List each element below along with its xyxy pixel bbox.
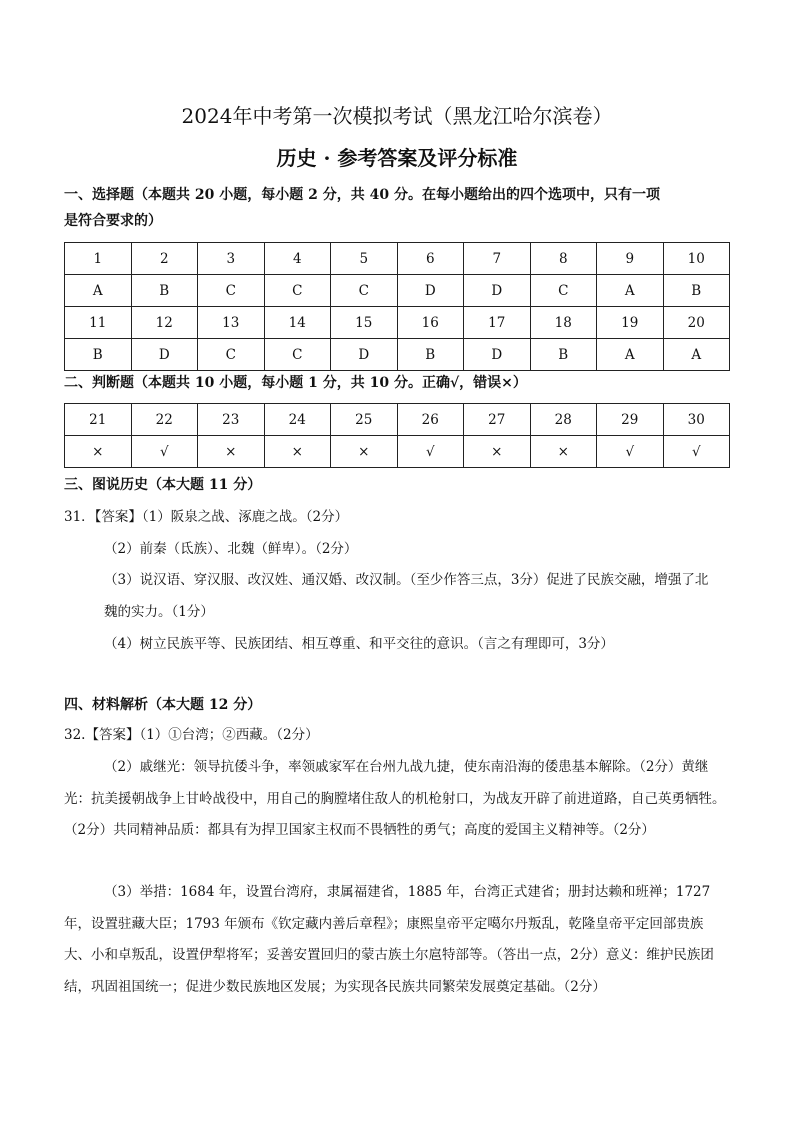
choice-table-cell: 7: [464, 243, 531, 275]
judge-table-cell: ×: [530, 436, 597, 468]
choice-table-cell: D: [131, 339, 198, 371]
choice-table-cell: C: [198, 339, 265, 371]
choice-table-cell: 18: [530, 307, 597, 339]
choice-table-cell: 16: [397, 307, 464, 339]
choice-table-cell: 19: [597, 307, 664, 339]
choice-table-cell: 3: [198, 243, 265, 275]
section1-heading-cont: 是符合要求的）: [64, 213, 162, 229]
judge-table-cell: 25: [331, 404, 398, 436]
choice-table-cell: B: [663, 275, 730, 307]
judge-table-cell: √: [131, 436, 198, 468]
choice-table-cell: C: [530, 275, 597, 307]
choice-table-cell: A: [65, 275, 132, 307]
judge-answer-table: [64, 403, 730, 468]
choice-table-cell: D: [397, 275, 464, 307]
section3-heading: 三、图说历史（本大题 11 分）: [64, 477, 262, 493]
choice-table-row: [65, 275, 730, 307]
choice-table-cell: 13: [198, 307, 265, 339]
choice-table-cell: 9: [597, 243, 664, 275]
judge-table-cell: 27: [464, 404, 531, 436]
choice-table-cell: 1: [65, 243, 132, 275]
judge-table-cell: 29: [597, 404, 664, 436]
choice-table-cell: B: [131, 275, 198, 307]
judge-table-cell: ×: [331, 436, 398, 468]
choice-table-row: [65, 243, 730, 275]
q31-answer-4: （4）树立民族平等、民族团结、相互尊重、和平交往的意识。（言之有理即可，3分）: [104, 636, 614, 652]
q32-answer-2: （2）戚继光：领导抗倭斗争，率领戚家军在台州九战九捷，使东南沿海的倭患基本解除。（2分）黄继光：抗美援朝战争上甘岭战役中，用自己的胸膛堵住敌人的机枪射口，为战友开辟了前进道路，自己英勇牺牲。（2分）共同精神品质：都具有为捍卫国家主权而不畏牺牲的勇气；高度的爱国主义精神等。（2分）: [64, 759, 726, 838]
choice-table-cell: 8: [530, 243, 597, 275]
choice-table-cell: C: [331, 275, 398, 307]
exam-title: 2024年中考第一次模拟考试（黑龙江哈尔滨卷）: [181, 104, 613, 128]
judge-table-cell: √: [597, 436, 664, 468]
section2-heading: 二、判断题（本题共 10 小题，每小题 1 分，共 10 分。正确√，错误×）: [64, 375, 527, 391]
q31-answer-1: 31．【答案】（1）阪泉之战、涿鹿之战。（2分）: [64, 509, 349, 525]
choice-table-cell: 20: [663, 307, 730, 339]
judge-table-cell: 26: [397, 404, 464, 436]
judge-table-row: [65, 436, 730, 468]
choice-table-cell: D: [464, 275, 531, 307]
choice-table-cell: 12: [131, 307, 198, 339]
choice-table-cell: 11: [65, 307, 132, 339]
judge-table-cell: ×: [65, 436, 132, 468]
q31-answer-2: （2）前秦（氐族）、北魏（鲜卑）。（2分）: [104, 541, 358, 557]
exam-subtitle: 历史 · 参考答案及评分标准: [276, 146, 518, 170]
judge-table-cell: √: [397, 436, 464, 468]
choice-table-cell: A: [597, 339, 664, 371]
judge-table-cell: 24: [264, 404, 331, 436]
choice-table-cell: B: [397, 339, 464, 371]
section1-heading: 一、选择题（本题共 20 小题，每小题 2 分，共 40 分。在每小题给出的四个选项中，只有一项: [64, 187, 660, 203]
judge-table-cell: ×: [264, 436, 331, 468]
choice-table-cell: B: [530, 339, 597, 371]
choice-answer-table: [64, 242, 730, 371]
judge-table-cell: 23: [198, 404, 265, 436]
section4-heading: 四、材料解析（本大题 12 分）: [64, 697, 262, 713]
choice-table-cell: 5: [331, 243, 398, 275]
choice-table-cell: 10: [663, 243, 730, 275]
choice-table-cell: B: [65, 339, 132, 371]
choice-table-cell: A: [663, 339, 730, 371]
judge-table-cell: 21: [65, 404, 132, 436]
q31-answer-3b: 魏的实力。（1分）: [104, 604, 214, 620]
judge-table-cell: 22: [131, 404, 198, 436]
choice-table-cell: 4: [264, 243, 331, 275]
choice-table-row: [65, 307, 730, 339]
choice-table-cell: D: [464, 339, 531, 371]
choice-table-cell: 15: [331, 307, 398, 339]
choice-table-cell: C: [198, 275, 265, 307]
judge-table-cell: ×: [198, 436, 265, 468]
choice-table-cell: 14: [264, 307, 331, 339]
judge-table-cell: ×: [464, 436, 531, 468]
choice-table-cell: D: [331, 339, 398, 371]
q32-answer-3: （3）举措：1684 年，设置台湾府，隶属福建省，1885 年，台湾正式建省；册封达赖和班禅；1727 年，设置驻藏大臣；1793 年颁布《钦定藏内善后章程》；康熙皇帝平定噶尔丹叛乱，乾隆皇帝平定回部贵族大、小和卓叛乱，设置伊犁将军；妥善安置回归的蒙古族土尔扈特部等。（答出一点，2分）意义：维护民族团结，巩固祖国统一；促进少数民族地区发展；为实现各民族共同繁荣发展奠定基础。（2分）: [64, 884, 714, 995]
judge-table-cell: 30: [663, 404, 730, 436]
judge-table-cell: √: [663, 436, 730, 468]
choice-table-cell: 6: [397, 243, 464, 275]
choice-table-cell: C: [264, 275, 331, 307]
q31-answer-3a: （3）说汉语、穿汉服、改汉姓、通汉婚、改汉制。（至少作答三点，3分）促进了民族交融，增强了北: [104, 572, 709, 588]
judge-table-cell: 28: [530, 404, 597, 436]
choice-table-row: [65, 339, 730, 371]
judge-table-row: [65, 404, 730, 436]
choice-table-cell: 17: [464, 307, 531, 339]
q32-answer-1: 32.【答案】（1）①台湾；②西藏。（2分）: [64, 727, 319, 743]
choice-table-cell: 2: [131, 243, 198, 275]
choice-table-cell: A: [597, 275, 664, 307]
choice-table-cell: C: [264, 339, 331, 371]
